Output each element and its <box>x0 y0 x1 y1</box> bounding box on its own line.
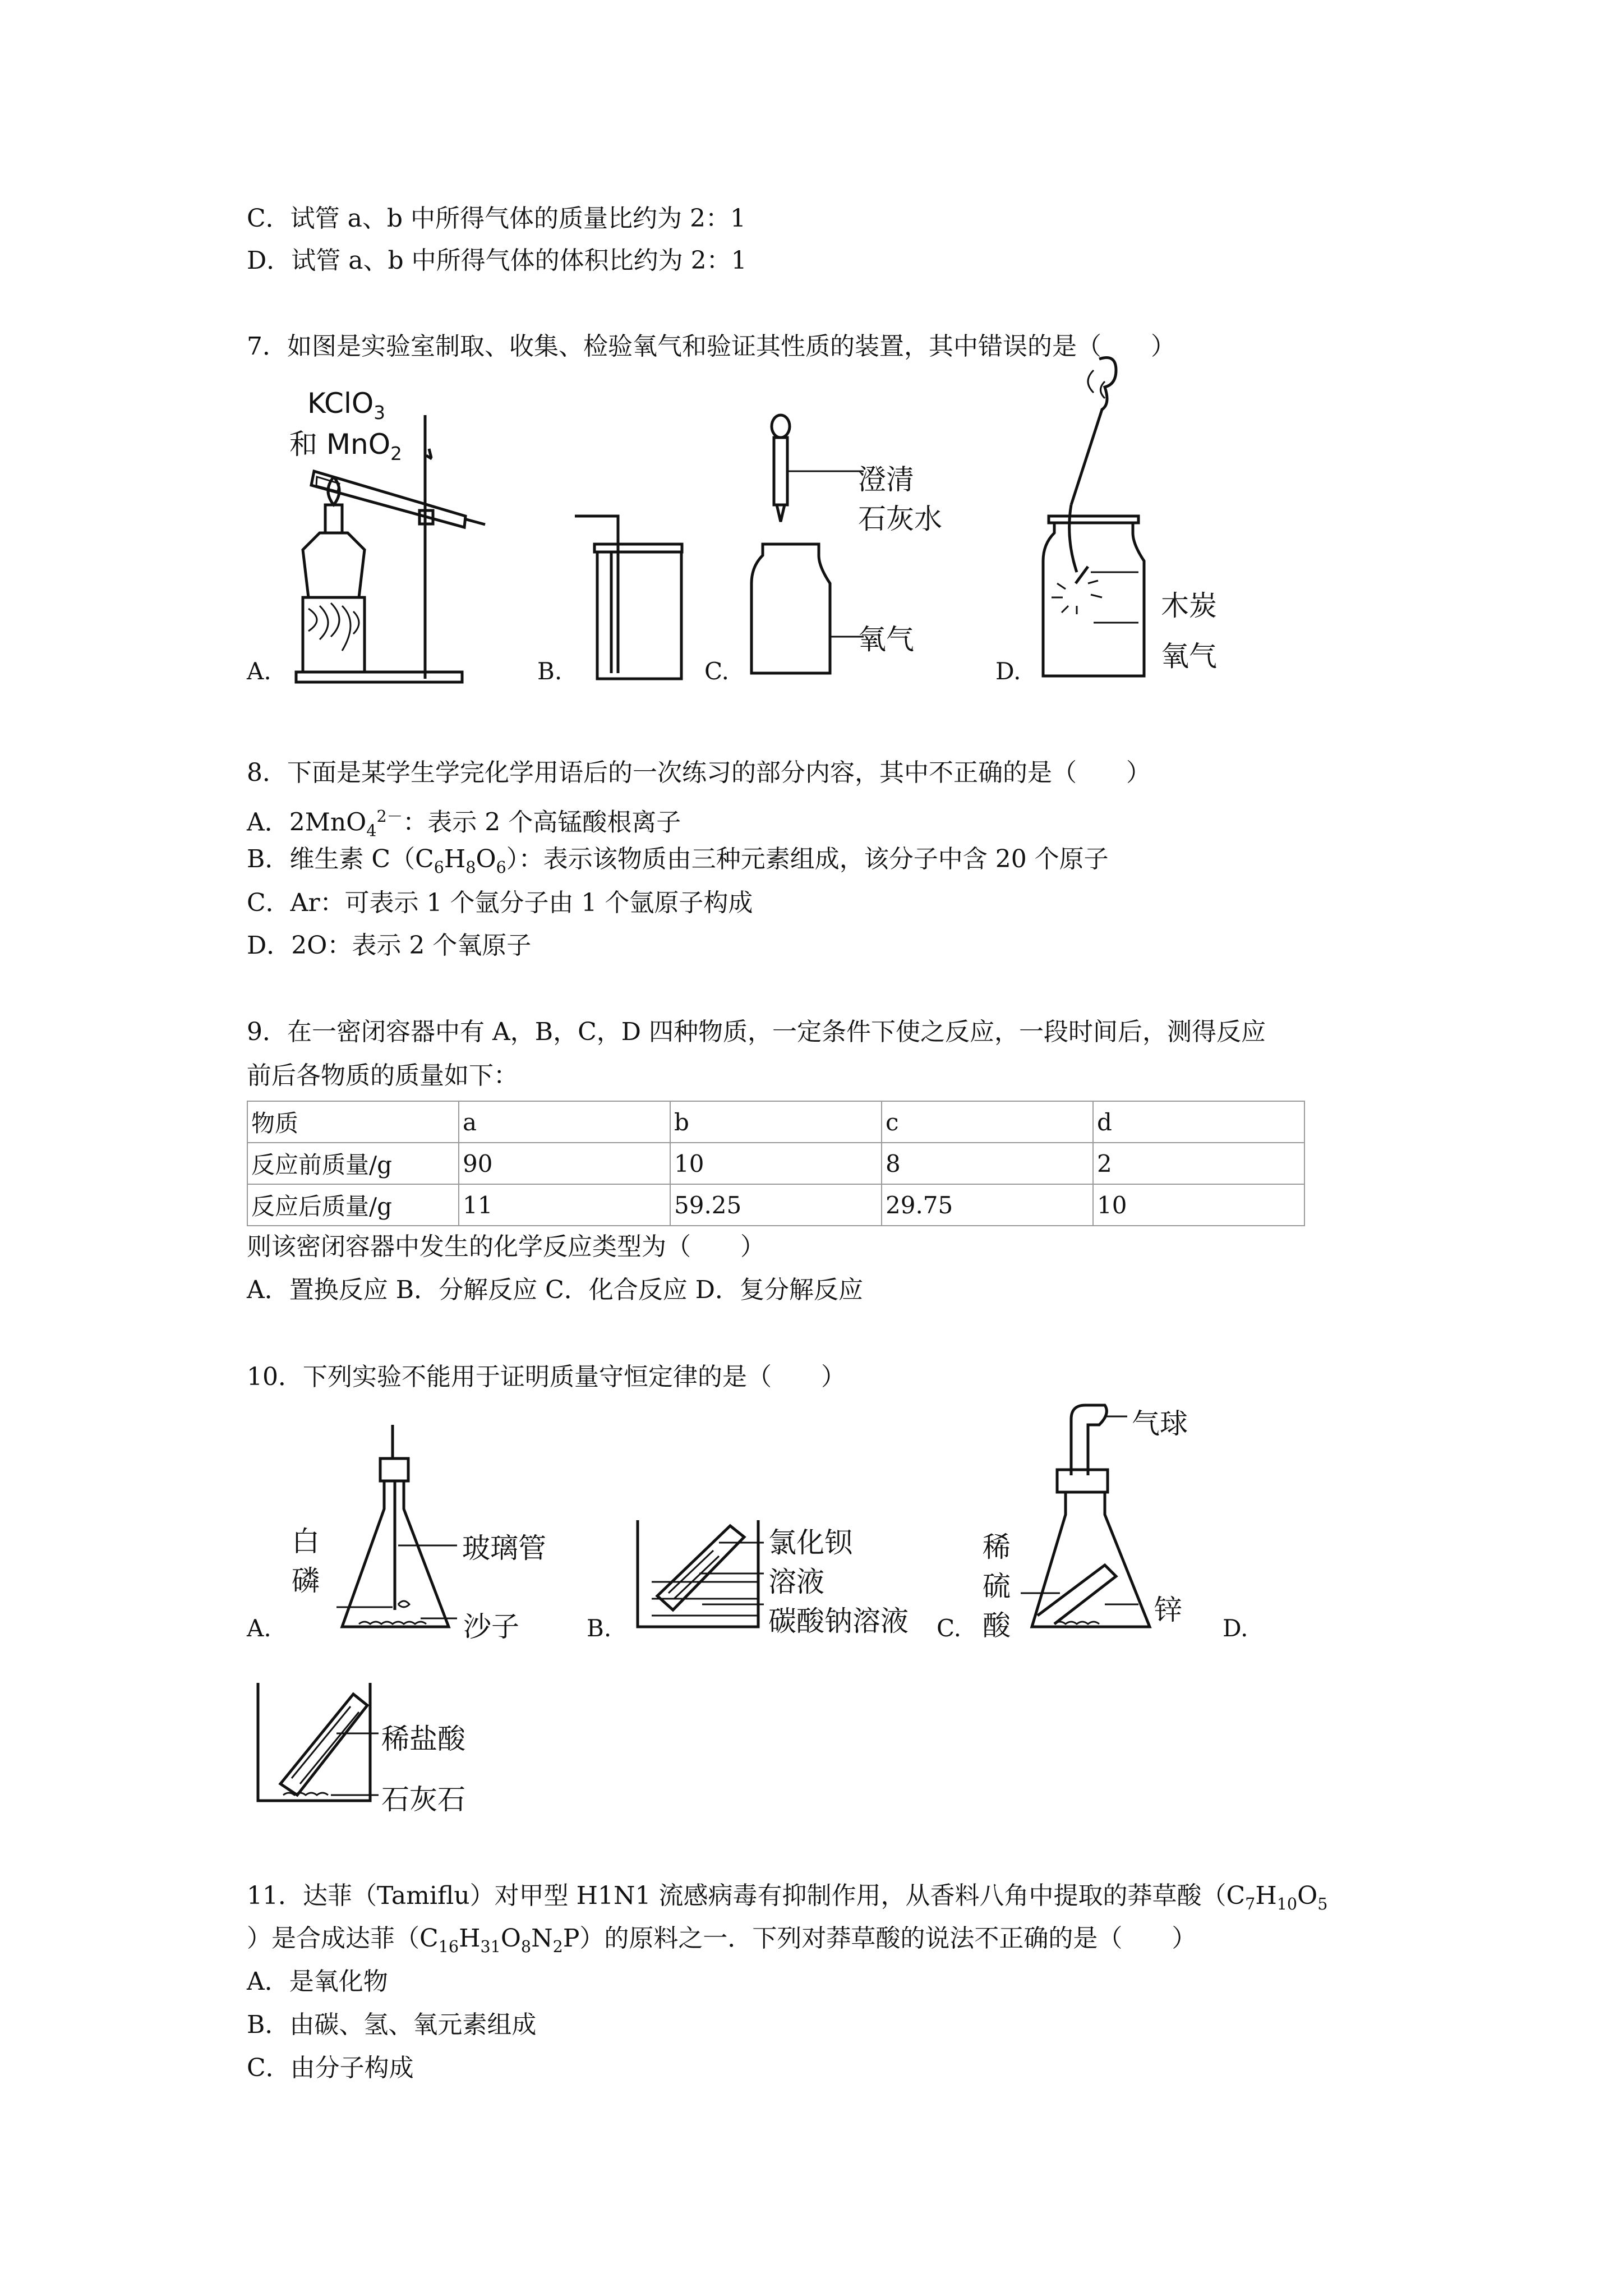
table-cell: 10 <box>670 1143 882 1184</box>
mass-table <box>247 1101 1305 1226</box>
white-phosphorus-label-1: 白 <box>292 1525 320 1558</box>
q7-option-b: B. <box>537 657 562 685</box>
q11-option-b: B．由碳、氢、氧元素组成 <box>247 2010 537 2039</box>
dilute-sulfuric-label-3: 酸 <box>983 1609 1011 1642</box>
q8-stem: 8．下面是某学生学完化学用语后的一次练习的部分内容，其中不正确的是（ ） <box>247 758 1151 787</box>
table-cell: 反应后质量/g <box>247 1184 459 1226</box>
table-cell: 29.75 <box>882 1184 1093 1226</box>
q11-stem-line-1: 11．达菲（Tamiflu）对甲型 H1N1 流感病毒有抑制作用，从香料八角中提取的莽草酸（$C_7H_{10}O_5$ <box>247 1881 1328 1913</box>
q6-option-d: D．试管 a、b 中所得气体的体积比约为 2：1 <box>247 246 747 275</box>
q11-option-c: C．由分子构成 <box>247 2054 414 2082</box>
white-phosphorus-label-2: 磷 <box>292 1565 320 1597</box>
q11-option-a: A．是氧化物 <box>247 1967 388 1996</box>
dilute-sulfuric-label-2: 硫 <box>983 1570 1011 1603</box>
table-row <box>247 1143 1304 1184</box>
charcoal-label: 木炭 <box>1161 590 1217 622</box>
balloon-label: 气球 <box>1132 1407 1188 1440</box>
q10-option-d: D. <box>1223 1614 1248 1642</box>
solution-label: 溶液 <box>768 1566 824 1598</box>
limewater-label-1: 澄清 <box>858 463 914 496</box>
table-cell: a <box>459 1101 670 1143</box>
q7-option-a: A. <box>247 657 271 685</box>
limewater-label-2: 石灰水 <box>858 503 942 535</box>
zinc-label: 锌 <box>1154 1594 1182 1626</box>
table-cell: 90 <box>459 1143 670 1184</box>
table-cell: b <box>670 1101 882 1143</box>
table-cell: 反应前质量/g <box>247 1143 459 1184</box>
na2co3-label: 碳酸钠溶液 <box>768 1605 909 1637</box>
q10-option-b: B. <box>587 1614 612 1642</box>
apparatus-a-flask-phosphorus <box>336 1425 460 1638</box>
oxygen-label-d: 氧气 <box>1161 640 1217 673</box>
table-cell: c <box>882 1101 1093 1143</box>
table-header-row <box>247 1101 1304 1143</box>
apparatus-b-beaker <box>635 1515 769 1638</box>
q11-stem-line-2: ）是合成达菲$(C_{16}H_{31}O_8N_2P)$的原料之一．下列对莽草酸的说法不正确的是（ ） <box>247 1924 1197 1956</box>
q10-option-a: A. <box>247 1614 271 1642</box>
q8-option-d: D．2O：表示 2 个氧原子 <box>247 931 532 960</box>
q8-option-a: A．2MnO$_4^{2-}$：表示 2 个高锰酸根离子 <box>247 807 681 840</box>
dilute-sulfuric-label-1: 稀 <box>983 1531 1011 1563</box>
table-cell: 2 <box>1093 1143 1304 1184</box>
q9-question: 则该密闭容器中发生的化学反应类型为（ ） <box>247 1232 765 1261</box>
q9-stem-line-1: 9．在一密闭容器中有 A，B，C，D 四种物质，一定条件下使之反应，一段时间后，测得反应 <box>247 1018 1266 1046</box>
q8-option-c: C．Ar：可表示 1 个氩分子由 1 个氩原子构成 <box>247 889 753 917</box>
bacl2-label: 氯化钡 <box>768 1526 852 1559</box>
apparatus-b-collection <box>572 510 695 684</box>
q7-option-c: C. <box>704 657 729 685</box>
table-cell: 物质 <box>247 1101 459 1143</box>
table-cell: d <box>1093 1101 1304 1143</box>
table-cell: 10 <box>1093 1184 1304 1226</box>
table-cell: 59.25 <box>670 1184 882 1226</box>
q6-option-c: C．试管 a、b 中所得气体的质量比约为 2：1 <box>247 204 746 233</box>
kclo3-label: KClO$_3$ <box>307 387 385 424</box>
apparatus-d-beaker-limestone <box>252 1677 398 1806</box>
q9-options: A．置换反应 B．分解反应 C．化合反应 D．复分解反应 <box>247 1276 864 1304</box>
q10-stem: 10．下列实验不能用于证明质量守恒定律的是（ ） <box>247 1363 846 1391</box>
sand-label: 沙子 <box>463 1611 519 1643</box>
q9-stem-line-2: 前后各物质的质量如下： <box>247 1061 518 1090</box>
q10-option-c: C. <box>937 1614 961 1642</box>
apparatus-a-heating <box>286 415 522 684</box>
table-cell: 11 <box>459 1184 670 1226</box>
q7-option-d: D. <box>995 657 1021 685</box>
q8-option-b: B．维生素 $C(C_6H_8O_6)$：表示该物质由三种元素组成，该分子中含 20 个原子 <box>247 845 1109 877</box>
limestone-label: 石灰石 <box>381 1783 465 1816</box>
q7-stem: 7．如图是实验室制取、收集、检验氧气和验证其性质的装置，其中错误的是（ ） <box>247 332 1175 361</box>
oxygen-label-c: 氧气 <box>858 623 914 656</box>
glass-tube-label: 玻璃管 <box>462 1532 546 1565</box>
mno2-label: 和 MnO$_2$ <box>289 428 402 464</box>
table-row <box>247 1184 1304 1226</box>
table-cell: 8 <box>882 1143 1093 1184</box>
dilute-hcl-label: 稀盐酸 <box>381 1723 465 1755</box>
